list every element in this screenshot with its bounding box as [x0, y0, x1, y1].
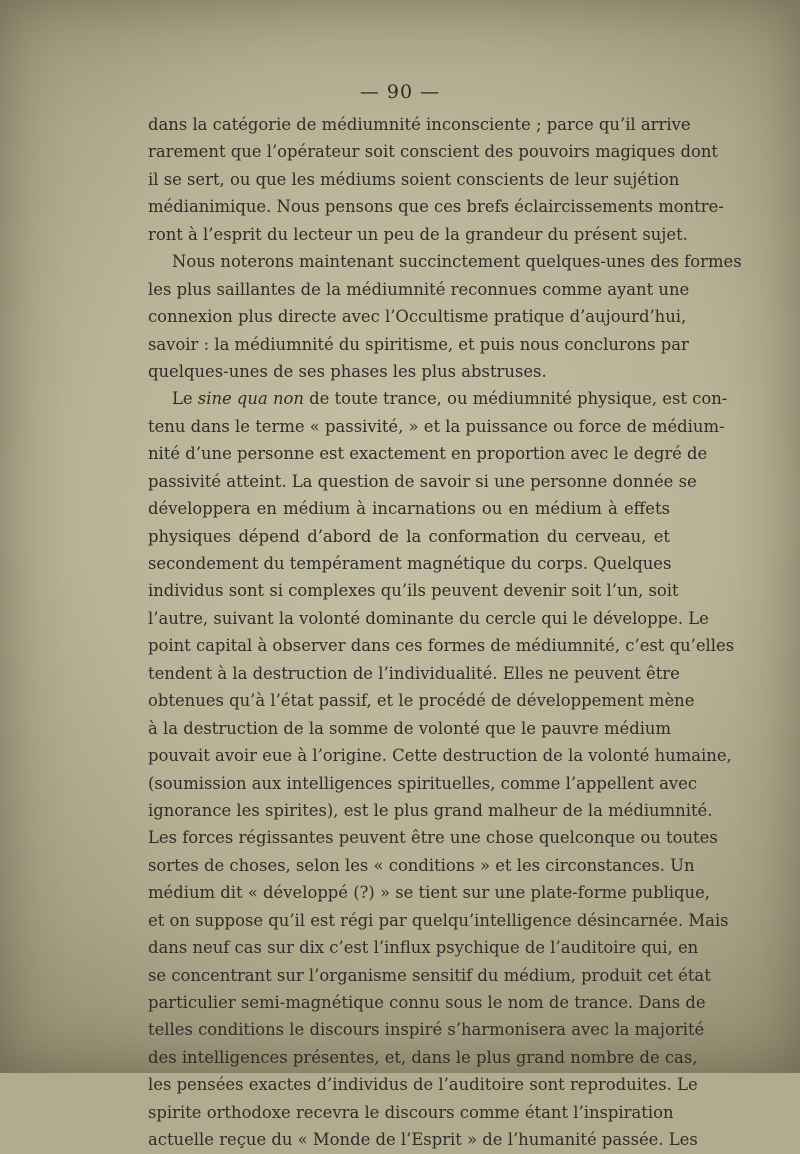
text-line: individus sont si complexes qu’ils peuvent devenir soit l’un, soit	[148, 581, 679, 601]
text-line: actuelle reçue du « Monde de l’Esprit » de l’humanité passée. Les	[148, 1130, 698, 1150]
text-line: point capital à observer dans ces formes de médiumnité, c’est qu’elles	[148, 636, 735, 656]
text-line: (soumission aux intelligences spirituelles, comme l’appellent avec	[148, 773, 698, 793]
text-line: il se sert, ou que les médiums soient conscients de leur sujétion	[148, 169, 680, 189]
text-line: particulier semi-magnétique connu sous le nom de trance. Dans de	[148, 993, 706, 1012]
body-text	[148, 111, 742, 1154]
italic-phrase: sine qua non	[197, 389, 304, 409]
text-line: savoir : la médiumnité du spiritisme, et puis nous conclurons par	[148, 334, 689, 354]
page-number: — 90 —	[359, 81, 441, 103]
text-line: nité d’une personne est exactement en proportion avec le degré de	[148, 444, 708, 464]
text-line: tendent à la destruction de l’individualité. Elles ne peuvent être	[148, 663, 680, 683]
text-line: passivité atteint. La question de savoir si une personne donnée se	[148, 471, 697, 491]
text-line: ignorance les spirites), est le plus grand malheur de la médiumnité.	[148, 800, 713, 820]
text-line: se concentrant sur l’organisme sensitif du médium, produit cet état	[148, 965, 711, 985]
text-line: spirite orthodoxe recevra le discours comme étant l’inspiration	[148, 1102, 674, 1122]
text-line: les pensées exactes d’individus de l’auditoire sont reproduites. Le	[148, 1075, 698, 1095]
text-line: Le sine qua non de toute trance, ou médiumnité physique, est con-	[172, 389, 728, 409]
text-line: sortes de choses, selon les « conditions » et les circonstances. Un	[148, 855, 695, 875]
text-line: rarement que l’opérateur soit conscient des pouvoirs magiques dont	[148, 142, 718, 162]
text-line: Nous noterons maintenant succinctement quelques-unes des formes	[172, 252, 742, 272]
text-line: dans la catégorie de médiumnité inconsciente ; parce qu’il arrive	[148, 115, 691, 134]
text-line: obtenues qu’à l’état passif, et le procédé de développement mène	[148, 691, 695, 711]
text-line: pouvait avoir eue à l’origine. Cette destruction de la volonté humaine,	[148, 746, 732, 766]
text-line: Les forces régissantes peuvent être une chose quelconque ou toutes	[148, 828, 718, 848]
text-line: médium dit « développé (?) » se tient sur une plate-forme publique,	[148, 883, 711, 903]
text-line: physiques dépend d’abord de la conformation du cerveau, et	[148, 526, 670, 546]
text-line: telles conditions le discours inspiré s’harmonisera avec la majorité	[148, 1020, 705, 1040]
text-line: à la destruction de la somme de volonté que le pauvre médium	[148, 718, 672, 738]
text-line: et on suppose qu’il est régi par quelqu’intelligence désincarnée. Mais	[148, 910, 729, 930]
text-line: médianimique. Nous pensons que ces brefs éclaircissements montre-	[148, 197, 724, 217]
text-line: des intelligences présentes, et, dans le plus grand nombre de cas,	[148, 1047, 698, 1067]
text-line: quelques-unes de ses phases les plus abstruses.	[148, 361, 547, 381]
text-line: connexion plus directe avec l’Occultisme pratique d’aujourd’hui,	[148, 307, 687, 327]
text-line: l’autre, suivant la volonté dominante du cercle qui le développe. Le	[148, 608, 709, 628]
text-line: dans neuf cas sur dix c’est l’influx psychique de l’auditoire qui, en	[148, 938, 699, 958]
text-line: secondement du tempérament magnétique du corps. Quelques	[148, 554, 672, 573]
text-line: ront à l’esprit du lecteur un peu de la grandeur du présent sujet.	[148, 224, 688, 244]
text-line: tenu dans le terme « passivité, » et la puissance ou force de médium-	[148, 416, 725, 436]
text-line: les plus saillantes de la médiumnité reconnues comme ayant une	[148, 279, 690, 299]
text-line: développera en médium à incarnations ou en médium à effets	[148, 499, 670, 519]
